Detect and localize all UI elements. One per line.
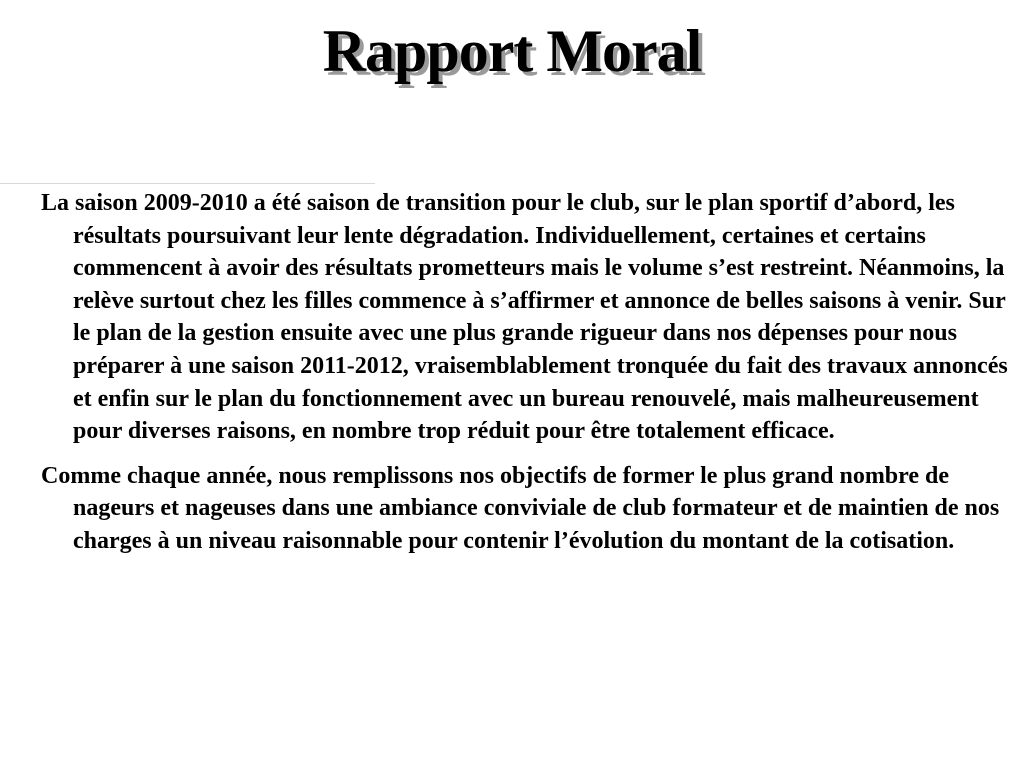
paragraph-season-review: La saison 2009-2010 a été saison de transition pour le club, sur le plan sportif d’abord, les résultats poursuivant leur lente dégradation. Individuellement, certaines et certains commencent à avoir des résultats prometteurs mais le volume s’est restreint. Néanmoins, la relève surtout chez les filles commence à s’affirmer et annonce de belles saisons à venir. Sur le plan de la gestion ensuite avec une plus grande rigueur dans nos dépenses pour nous préparer à une saison 2011-2012, vraisemblablement tronquée du fait des travaux annoncés et enfin sur le plan du fonctionnement avec un bureau renouvelé, mais malheureusement pour diverses raisons, en nombre trop réduit pour être totalement efficace. [41,190,1008,445]
slide-title: Rapport Moral [322,18,702,84]
slide-body [41,187,1011,570]
paragraph-objectives: Comme chaque année, nous remplissons nos objectifs de former le plus grand nombre de nageurs et nageuses dans une ambiance conviviale de club formateur et de maintien de nos charges à un niveau raisonnable pour contenir l’évolution du montant de la cotisation. [41,462,1000,554]
title-divider [0,183,375,184]
